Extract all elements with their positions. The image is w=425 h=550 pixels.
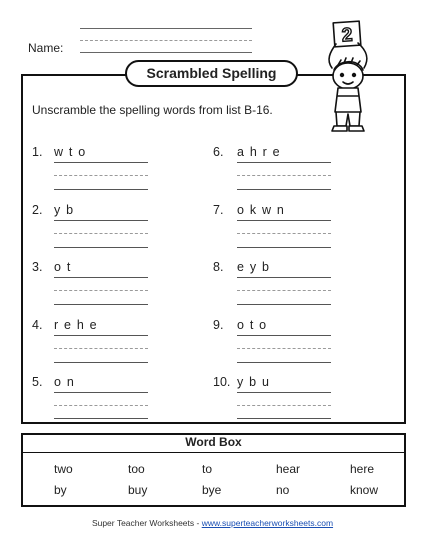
word-box-word: here xyxy=(350,462,375,476)
question-number: 4. xyxy=(32,318,43,332)
word-box-word: to xyxy=(202,462,213,476)
answer-baseline[interactable] xyxy=(54,247,148,248)
question-number: 3. xyxy=(32,260,43,274)
answer-guide-line xyxy=(237,405,331,406)
word-box-word: too xyxy=(128,462,145,476)
scrambled-word: y b xyxy=(54,203,75,217)
answer-guide-line xyxy=(54,233,148,234)
question-number: 10. xyxy=(213,375,231,389)
answer-line[interactable] xyxy=(54,335,148,336)
answer-line[interactable] xyxy=(54,392,148,393)
question-number: 8. xyxy=(213,260,224,274)
name-line-bottom[interactable] xyxy=(80,52,252,53)
footer-link[interactable]: www.superteacherworksheets.com xyxy=(201,518,334,528)
name-line-top xyxy=(80,28,252,29)
answer-baseline[interactable] xyxy=(54,362,148,363)
question-number: 5. xyxy=(32,375,43,389)
answer-guide-line xyxy=(54,405,148,406)
answer-baseline[interactable] xyxy=(54,304,148,305)
question-number: 1. xyxy=(32,145,43,159)
answer-baseline[interactable] xyxy=(237,247,331,248)
answer-line[interactable] xyxy=(54,277,148,278)
answer-guide-line xyxy=(237,233,331,234)
footer-text: Super Teacher Worksheets - xyxy=(91,518,202,528)
word-box-title: Word Box xyxy=(185,435,242,449)
name-line-dash xyxy=(80,40,252,41)
answer-line[interactable] xyxy=(237,220,331,221)
footer xyxy=(0,518,425,528)
answer-guide-line xyxy=(54,175,148,176)
word-box-word: buy xyxy=(128,483,148,497)
answer-baseline[interactable] xyxy=(237,362,331,363)
word-box-word: know xyxy=(350,483,379,497)
word-box-word: two xyxy=(54,462,73,476)
word-box-word: bye xyxy=(202,483,222,497)
question-number: 7. xyxy=(213,203,224,217)
scrambled-word: y b u xyxy=(237,375,271,389)
scrambled-word: w t o xyxy=(54,145,87,159)
answer-baseline[interactable] xyxy=(237,189,331,190)
answer-line[interactable] xyxy=(237,392,331,393)
instructions: Unscramble the spelling words from list B-16. xyxy=(32,103,273,117)
answer-line[interactable] xyxy=(237,277,331,278)
scrambled-word: o k w n xyxy=(237,203,285,217)
word-box-divider xyxy=(23,452,404,453)
answer-line[interactable] xyxy=(54,162,148,163)
kid-holding-sign-illustration xyxy=(308,8,394,138)
question-number: 6. xyxy=(213,145,224,159)
answer-baseline[interactable] xyxy=(237,304,331,305)
answer-line[interactable] xyxy=(237,335,331,336)
scrambled-word: o t xyxy=(54,260,72,274)
name-label: Name: xyxy=(28,41,64,55)
answer-guide-line xyxy=(54,348,148,349)
answer-baseline[interactable] xyxy=(54,189,148,190)
answer-baseline[interactable] xyxy=(237,418,331,419)
word-box-word: no xyxy=(276,483,290,497)
scrambled-word: o n xyxy=(54,375,75,389)
answer-guide-line xyxy=(54,290,148,291)
scrambled-word: e y b xyxy=(237,260,271,274)
word-box-word: hear xyxy=(276,462,301,476)
answer-baseline[interactable] xyxy=(54,418,148,419)
question-number: 2. xyxy=(32,203,43,217)
worksheet-title: Scrambled Spelling xyxy=(125,60,298,87)
scrambled-word: a h r e xyxy=(237,145,281,159)
answer-line[interactable] xyxy=(237,162,331,163)
scrambled-word: r e h e xyxy=(54,318,98,332)
question-number: 9. xyxy=(213,318,224,332)
answer-guide-line xyxy=(237,348,331,349)
answer-line[interactable] xyxy=(54,220,148,221)
scrambled-word: o t o xyxy=(237,318,268,332)
answer-guide-line xyxy=(237,290,331,291)
grade-badge: 2 xyxy=(341,24,354,47)
word-box-word: by xyxy=(54,483,67,497)
answer-guide-line xyxy=(237,175,331,176)
